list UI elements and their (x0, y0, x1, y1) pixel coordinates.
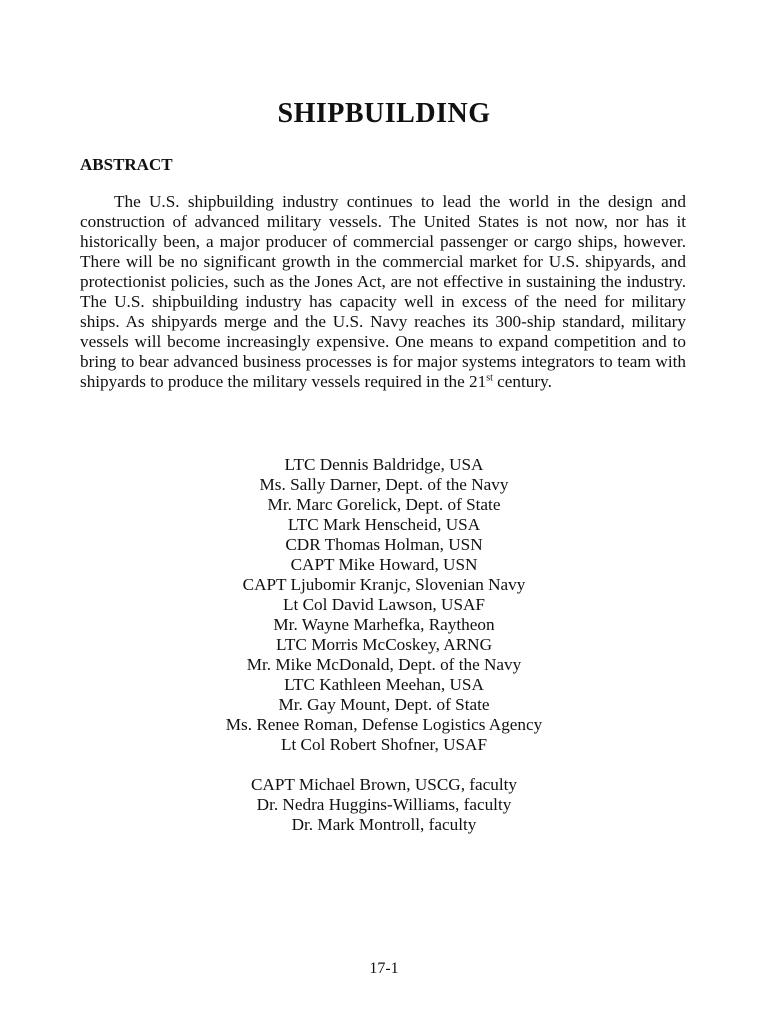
member-name: LTC Morris McCoskey, ARNG (276, 635, 492, 654)
page-number: 17-1 (369, 960, 399, 977)
abstract-text: The U.S. shipbuilding industry continues to lead the world in the design and construction of advanced military vessels. The United States is not now, nor has it historically been, a major producer of commercial passenger or cargo ships, however. There will be no significant growth in the commercial market for U.S. shipyards, and protectionist policies, such as the Jones Act, are not effective in sustaining the industry. The U.S. shipbuilding industry has capacity well in excess of the need for military ships. As shipyards merge and the U.S. Navy reaches its 300-ship standard, military vessels will become increasingly expensive. One means to expand competition and to bring to bear advanced business processes is for major systems integrators to team with shipyards to produce the military vessels required in the 21 (80, 192, 686, 391)
member-name: Lt Col Robert Shofner, USAF (280, 735, 488, 754)
member-name: Lt Col David Lawson, USAF (283, 595, 485, 614)
faculty-list (0, 775, 768, 835)
member-name: LTC Mark Henscheid, USA (287, 515, 481, 534)
member-name: Mr. Marc Gorelick, Dept. of State (267, 495, 501, 514)
member-name: Ms. Sally Darner, Dept. of the Navy (259, 475, 509, 494)
member-list (0, 455, 768, 755)
document-title: SHIPBUILDING (277, 98, 491, 129)
member-name: Mr. Mike McDonald, Dept. of the Navy (246, 655, 522, 674)
member-name: LTC Kathleen Meehan, USA (284, 675, 484, 694)
abstract-text-end: century. (492, 372, 552, 391)
member-name: Mr. Wayne Marhefka, Raytheon (273, 615, 495, 634)
faculty-name: Dr. Mark Montroll, faculty (291, 815, 477, 834)
faculty-name: CAPT Michael Brown, USCG, faculty (250, 775, 518, 794)
member-name: CDR Thomas Holman, USN (285, 535, 483, 554)
member-name: CAPT Ljubomir Kranjc, Slovenian Navy (242, 575, 526, 594)
ordinal-superscript: st (486, 372, 493, 384)
member-name: LTC Dennis Baldridge, USA (284, 455, 484, 474)
member-name: CAPT Mike Howard, USN (290, 555, 478, 574)
faculty-name: Dr. Nedra Huggins-Williams, faculty (256, 795, 512, 814)
member-name: Ms. Renee Roman, Defense Logistics Agency (225, 715, 543, 734)
member-name: Mr. Gay Mount, Dept. of State (278, 695, 490, 714)
abstract-paragraph (80, 192, 686, 392)
abstract-heading: ABSTRACT (80, 155, 173, 174)
